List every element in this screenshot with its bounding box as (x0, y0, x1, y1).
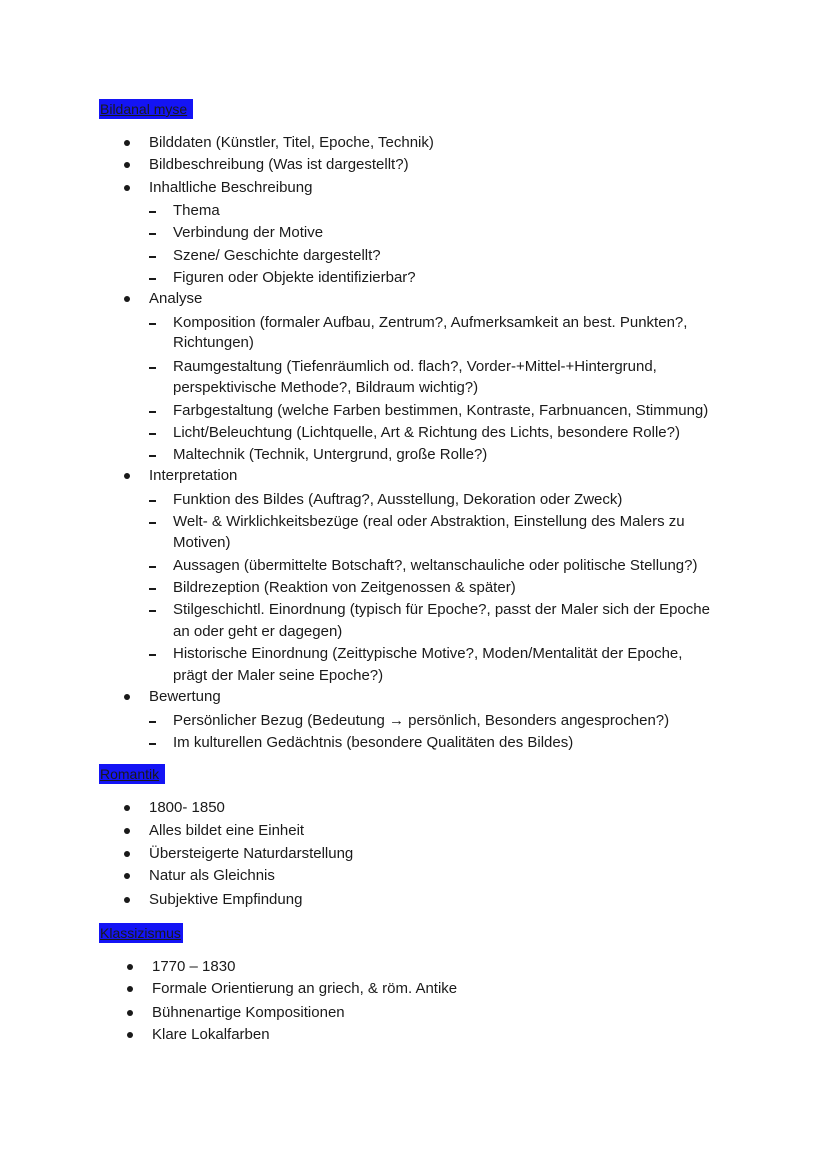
list-item: Klare Lokalfarben (152, 1026, 270, 1043)
dash-icon (149, 654, 156, 656)
list-item: Inhaltliche Beschreibung (149, 179, 313, 196)
sub-list-item: Im kulturellen Gedächtnis (besondere Qualitäten des Bildes) (173, 734, 574, 751)
sub-list-item: Thema (173, 202, 220, 219)
heading-romantik: Romantik (99, 764, 165, 784)
sub-list-item: Raumgestaltung (Tiefenräumlich od. flach?, Vorder-+Mittel-+Hintergrund, (173, 358, 657, 375)
bullet-icon (124, 694, 130, 700)
sub-list-item-continuation: prägt der Maler seine Epoche?) (173, 667, 384, 684)
dash-icon (149, 610, 156, 612)
list-item: Alles bildet eine Einheit (149, 822, 305, 839)
bullet-icon (124, 140, 130, 146)
dash-icon (149, 323, 156, 325)
list-item: Subjektive Empfindung (149, 891, 303, 908)
sub-list-item: Aussagen (übermittelte Botschaft?, weltanschauliche oder politische Stellung?) (173, 557, 698, 574)
bullet-icon (124, 805, 130, 811)
dash-icon (149, 566, 156, 568)
list-item: Übersteigerte Naturdarstellung (149, 845, 354, 862)
sub-list-item: Funktion des Bildes (Auftrag?, Ausstellung, Dekoration oder Zweck) (173, 491, 623, 508)
dash-icon (149, 367, 156, 369)
list-item: Bilddaten (Künstler, Titel, Epoche, Technik) (149, 134, 434, 151)
dash-icon (149, 211, 156, 213)
dash-icon (149, 455, 156, 457)
list-item: 1800- 1850 (149, 799, 225, 816)
dash-icon (149, 433, 156, 435)
bullet-icon (124, 185, 130, 191)
sub-list-item: Bildrezeption (Reaktion von Zeitgenossen & später) (173, 579, 516, 596)
dash-icon (149, 721, 156, 723)
sub-list-item: Figuren oder Objekte identifizierbar? (173, 269, 416, 286)
bullet-icon (127, 1032, 133, 1038)
bullet-icon (124, 473, 130, 479)
bullet-icon (124, 828, 130, 834)
dash-icon (149, 500, 156, 502)
heading-bildanalyse: Bildanal myse (99, 99, 193, 119)
bullet-icon (124, 162, 130, 168)
sub-list-item: Stilgeschichtl. Einordnung (typisch für Epoche?, passt der Maler sich der Epoche (173, 601, 710, 618)
bullet-icon (127, 964, 133, 970)
list-item: 1770 – 1830 (152, 958, 236, 975)
sub-list-item: Szene/ Geschichte dargestellt? (173, 247, 381, 264)
sub-list-item-continuation: perspektivische Methode?, Bildraum wichtig?) (173, 379, 479, 396)
dash-icon (149, 411, 156, 413)
list-item: Bühnenartige Kompositionen (152, 1004, 345, 1021)
list-item: Natur als Gleichnis (149, 867, 275, 884)
dash-icon (149, 278, 156, 280)
sub-list-item: Farbgestaltung (welche Farben bestimmen, Kontraste, Farbnuancen, Stimmung) (173, 402, 709, 419)
bullet-icon (124, 897, 130, 903)
sub-list-item: Historische Einordnung (Zeittypische Motive?, Moden/Mentalität der Epoche, (173, 645, 683, 662)
sub-list-item: Komposition (formaler Aufbau, Zentrum?, Aufmerksamkeit an best. Punkten?, (173, 314, 688, 331)
sub-list-item: Persönlicher Bezug (Bedeutung → persönlich, Besonders angesprochen?) (173, 712, 670, 729)
list-item: Bewertung (149, 688, 221, 705)
sub-list-item: Welt- & Wirklichkeitsbezüge (real oder Abstraktion, Einstellung des Malers zu (173, 513, 685, 530)
bullet-icon (124, 873, 130, 879)
dash-icon (149, 588, 156, 590)
sub-list-item-continuation: Richtungen) (173, 334, 254, 351)
list-item: Bildbeschreibung (Was ist dargestellt?) (149, 156, 409, 173)
bullet-icon (124, 851, 130, 857)
dash-icon (149, 233, 156, 235)
heading-klassizismus: Klassizismus (99, 923, 183, 943)
dash-icon (149, 743, 156, 745)
bullet-icon (127, 1010, 133, 1016)
list-item: Analyse (149, 290, 203, 307)
dash-icon (149, 256, 156, 258)
list-item: Formale Orientierung an griech, & röm. Antike (152, 980, 458, 997)
sub-list-item-continuation: Motiven) (173, 534, 231, 551)
sub-list-item: Verbindung der Motive (173, 224, 324, 241)
bullet-icon (127, 986, 133, 992)
list-item: Interpretation (149, 467, 238, 484)
sub-list-item: Maltechnik (Technik, Untergrund, große Rolle?) (173, 446, 488, 463)
dash-icon (149, 522, 156, 524)
sub-list-item-continuation: an oder geht er dagegen) (173, 623, 343, 640)
bullet-icon (124, 296, 130, 302)
sub-list-item: Licht/Beleuchtung (Lichtquelle, Art & Richtung des Lichts, besondere Rolle?) (173, 424, 680, 441)
